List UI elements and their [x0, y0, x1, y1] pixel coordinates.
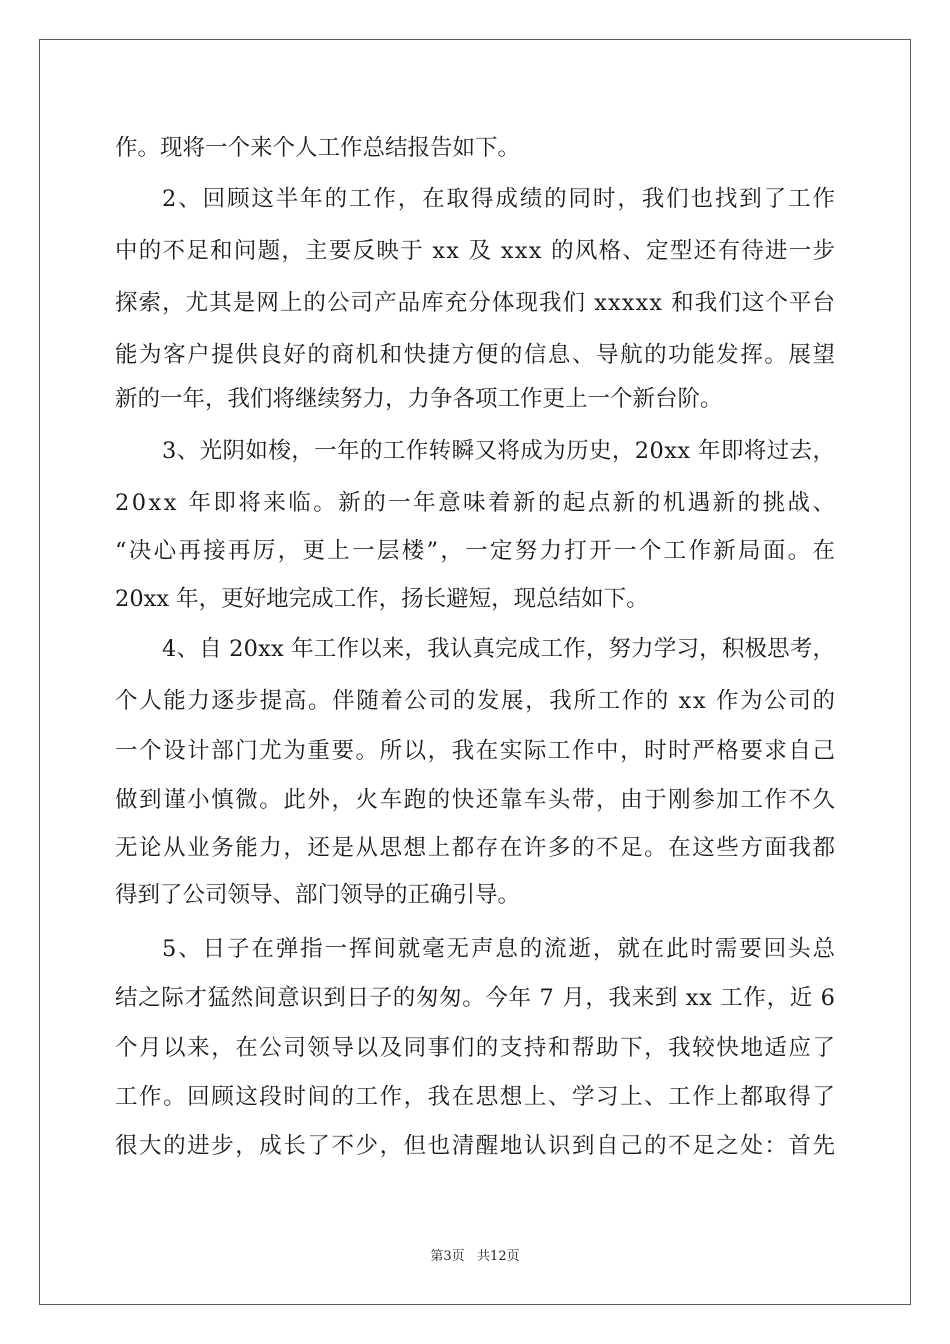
text-line: 个人能力逐步提高。伴随着公司的发展，我所工作的 xx 作为公司的 [115, 688, 837, 714]
text-line: 工作。回顾这段时间的工作，我在思想上、学习上、工作上都取得了 [115, 1084, 837, 1110]
text-line: 个月以来，在公司领导以及同事们的支持和帮助下，我较快地适应了 [115, 1035, 837, 1061]
text-line: 得到了公司领导、部门领导的正确引导。 [115, 882, 521, 908]
text-line: 20xx 年，更好地完成工作，扬长避短，现总结如下。 [115, 586, 649, 612]
text-line: 一个设计部门尤为重要。所以，我在实际工作中，时时严格要求自己 [115, 738, 837, 764]
text-line: 新的一年，我们将继续努力，力争各项工作更上一个新台阶。 [115, 386, 723, 412]
paragraph-start-line: 3、光阴如梭，一年的工作转瞬又将成为历史，20xx 年即将过去， [162, 438, 836, 464]
text-line: “决心再接再厉，更上一层楼”，一定努力打开一个工作新局面。在 [115, 538, 838, 564]
text-line: 能为客户提供良好的商机和快捷方便的信息、导航的功能发挥。展望 [115, 342, 837, 368]
paragraph-start-line: 4、自 20xx 年工作以来，我认真完成工作，努力学习，积极思考， [162, 636, 836, 662]
text-line: 结之际才猛然间意识到日子的匆匆。今年 7 月，我来到 xx 工作，近 6 [115, 985, 836, 1011]
text-line: 20xx 年即将来临。新的一年意味着新的起点新的机遇新的挑战、 [115, 490, 838, 516]
text-line: 作。现将一个来个人工作总结报告如下。 [115, 135, 521, 161]
text-line: 探索，尤其是网上的公司产品库充分体现我们 xxxxx 和我们这个平台 [115, 290, 837, 316]
page-border [39, 39, 911, 1305]
text-line: 很大的进步，成长了不少，但也清醒地认识到自己的不足之处：首先 [115, 1133, 837, 1159]
paragraph-start-line: 2、回顾这半年的工作，在取得成绩的同时，我们也找到了工作 [162, 186, 837, 212]
paragraph-start-line: 5、日子在弹指一挥间就毫无声息的流逝，就在此时需要回头总 [162, 936, 837, 962]
text-line: 中的不足和问题，主要反映于 xx 及 xxx 的风格、定型还有待进一步 [115, 238, 837, 264]
page-number-footer: 第3页 共12页 [430, 1249, 520, 1264]
text-line: 无论从业务能力，还是从思想上都存在许多的不足。在这些方面我都 [115, 835, 837, 861]
text-line: 做到谨小慎微。此外，火车跑的快还靠车头带，由于刚参加工作不久 [115, 787, 837, 813]
